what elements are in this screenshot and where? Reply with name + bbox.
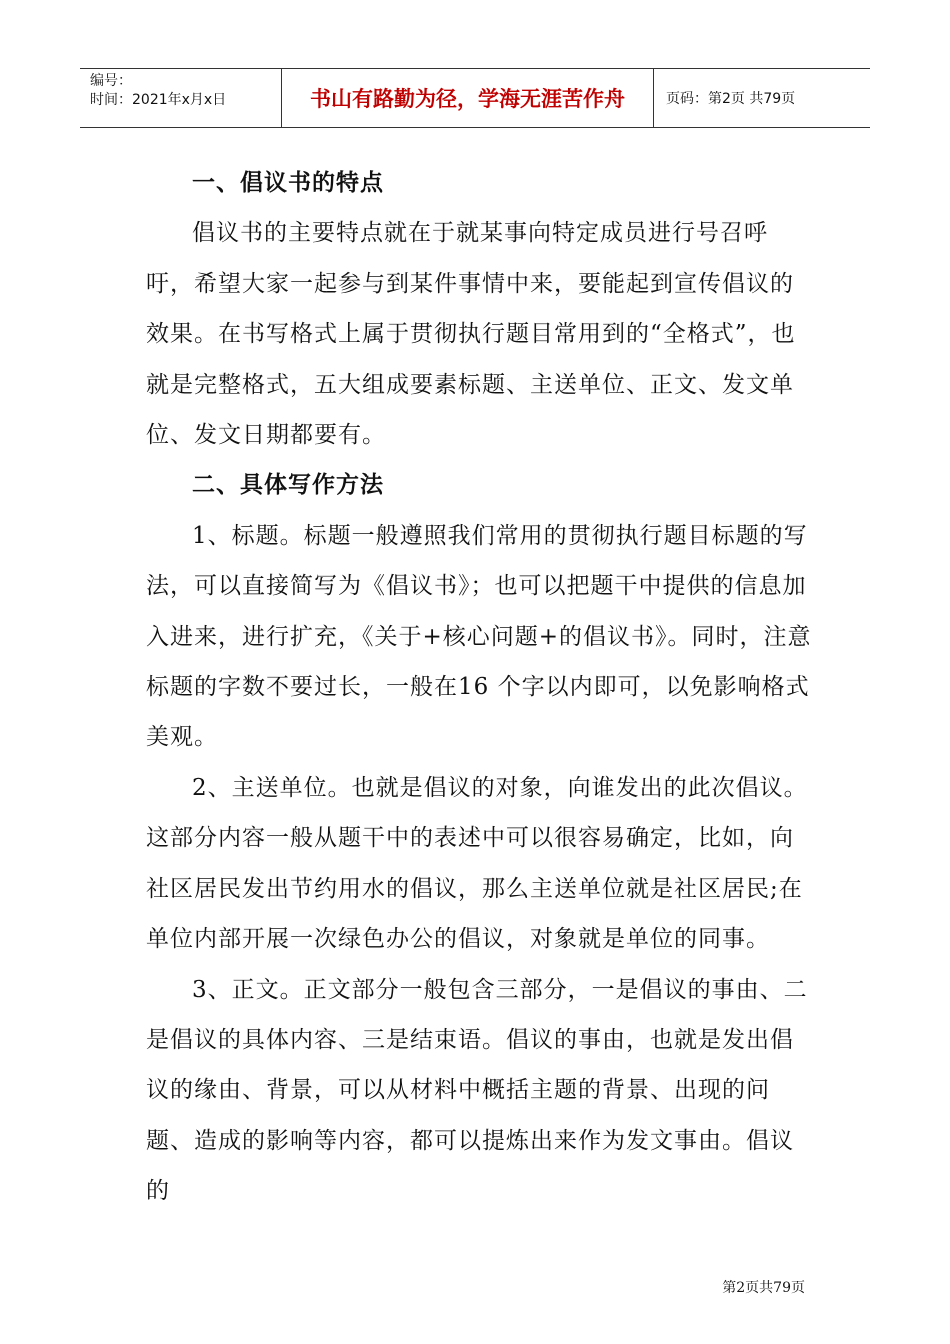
- header-motto: 书山有路勤为径，学海无涯苦作舟: [282, 69, 654, 127]
- page-footer: 第2页共79页: [722, 1280, 805, 1296]
- paragraph-1: 倡议书的主要特点就在于就某事向特定成员进行号召呼吁，希望大家一起参与到某件事情中来，要能起到宣传倡议的效果。在书写格式上属于贯彻执行题目常用到的“全格式”，也就是完整格式，五大组成要素标题、主送单位、正文、发文单位、发文日期都要有。: [146, 220, 796, 449]
- paragraph-4: 3、正文。正文部分一般包含三部分，一是倡议的事由、二是倡议的具体内容、三是结束语。倡议的事由，也就是发出倡议的缘由、背景，可以从材料中概括主题的背景、出现的问题、造成的影响等内容，都可以提炼出来作为发文事由。倡议的: [146, 976, 808, 1205]
- section-heading-2: 二、具体写作方法: [192, 472, 384, 499]
- paragraph-3: 2、主送单位。也就是倡议的对象，向谁发出的此次倡议。这部分内容一般从题干中的表述中可以很容易确定，比如，向社区居民发出节约用水的倡议，那么主送单位就是社区居民;在单位内部开展一次绿色办公的倡议，对象就是单位的同事。: [146, 774, 808, 953]
- header-page-label: 页码：第2页 共79页: [666, 91, 796, 107]
- number-label: 编号：: [90, 73, 132, 89]
- header-meta: [80, 69, 282, 127]
- paragraph-2: 1、标题。标题一般遵照我们常用的贯彻执行题目标题的写法，可以直接简写为《倡议书》；也可以把题干中提供的信息加入进来，进行扩充，《关于+核心问题+的倡议书》。同时，注意标题的字数不要过长，一般在16 个字以内即可，以免影响格式美观。: [146, 522, 812, 751]
- document-body: [146, 158, 812, 1217]
- page-header: [80, 68, 870, 128]
- section-heading-1: 一、倡议书的特点: [192, 170, 384, 196]
- time-label: 时间：2021年x月x日: [90, 92, 227, 108]
